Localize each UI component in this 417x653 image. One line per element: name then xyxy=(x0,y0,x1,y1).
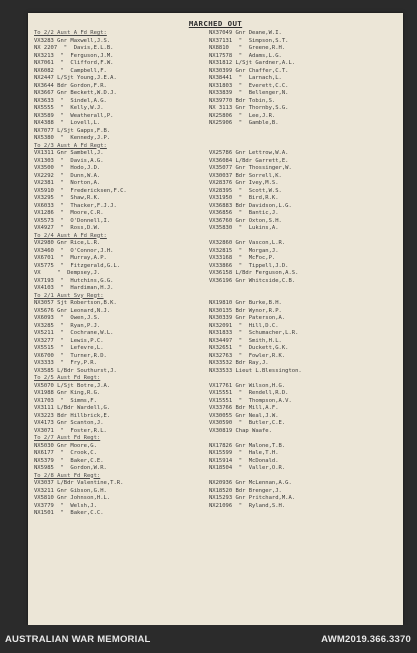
roll-entry: NX5555 " Kelly,W.J. xyxy=(34,105,104,111)
roll-entry: NX5380 " Kennedy,J.P. xyxy=(34,135,111,141)
roll-entry: VX33168 " McFoc,P. xyxy=(209,255,276,261)
unit-heading: To 2/7 Aust Fd Regt: xyxy=(34,435,101,441)
archive-footer xyxy=(0,625,417,653)
roll-entry: VX30037 Bdr Sorrell,K. xyxy=(209,172,282,179)
roll-entry: NX4388 " Lovell,L. xyxy=(34,120,101,126)
roll-entry: NX32763 " Fowler,R.K. xyxy=(209,352,286,359)
roll-entry: NX38441 " Larnach,L. xyxy=(209,75,282,81)
roll-entry: VX36158 L/Bdr Ferguson,A.S. xyxy=(209,270,299,276)
roll-entry: NX5985 " Gordon,W.R. xyxy=(34,465,107,471)
roll-entry: NX6082 " Campbell,F. xyxy=(34,67,107,74)
roll-entry: NX7077 L/Sjt Gapps,F.B. xyxy=(34,127,111,134)
roll-entry: VX " Dempsey,J. xyxy=(34,270,101,276)
roll-entry: VX2381 " Norton,A. xyxy=(34,180,101,186)
roll-entry: VX6700 " Turner,R.D. xyxy=(34,352,107,359)
roll-entry: VX30819 Chap Waafe. xyxy=(209,427,272,434)
roll-entry: VX17761 Gnr Wilson,H.G. xyxy=(209,382,286,389)
roll-entry: NX33839 " Bellenger,N. xyxy=(209,90,289,96)
footer-institution: AUSTRALIAN WAR MEMORIAL xyxy=(5,634,151,645)
unit-heading: To 2/3 Aust A Fd Regt: xyxy=(34,142,107,149)
unit-heading: To 2/2 Aust A Fd Regt: xyxy=(34,30,107,36)
roll-entry: NX 3113 Gnr Thornby,S.G. xyxy=(209,105,289,111)
roll-entry: VX28376 Gnr Ivey,M.S. xyxy=(209,180,279,186)
roll-entry: NX3589 " Weatherall,P. xyxy=(34,112,114,119)
roll-entry: NX33533 Lieut L.Blessington. xyxy=(209,367,302,374)
blank-line xyxy=(209,473,399,481)
blank-line xyxy=(209,128,399,136)
roll-entry: VX15551 " Thompson,A.V. xyxy=(209,397,292,404)
blank-line xyxy=(209,375,399,383)
roll-entry: VX6093 " Owen,J.S. xyxy=(34,315,101,321)
roll-entry: NX32091 " Hill,D.C. xyxy=(209,322,279,329)
roll-entry: NX31812 L/Sjt Gardner,A.L. xyxy=(209,60,296,66)
roll-entry: VX3223 Bdr Hillbrick,E. xyxy=(34,412,111,419)
roll-entry: VX2980 Gnr Rice,L.R. xyxy=(34,240,101,246)
roll-entry: VX6033 " Thacker,F.J.J. xyxy=(34,202,117,209)
roll-entry: NX2447 L/Sjt Young,J.E.A. xyxy=(34,75,117,81)
roll-entry: VX3779 " Welsh,J. xyxy=(34,502,97,509)
roll-entry: VX5515 " Lefevre,L. xyxy=(34,345,104,351)
footer-accession-number: AWM2019.366.3370 xyxy=(321,634,411,645)
roll-entry: VX33766 Bdr Mill,A.F. xyxy=(209,405,279,411)
roll-entry: VX3277 " Lewis,P.C. xyxy=(34,337,104,344)
unit-heading: To 2/4 Aust A Fd Regt: xyxy=(34,232,107,239)
roll-entry: VX4103 " Hardiman,H.J. xyxy=(34,285,114,291)
roll-entry: VX32815 " Morgan,J. xyxy=(209,247,279,254)
roll-entry: VX1988 Gnr King,R.G. xyxy=(34,390,101,396)
roll-entry: NX15599 " Hale,T.H. xyxy=(209,450,279,456)
right-column xyxy=(209,30,399,510)
blank-line xyxy=(209,135,399,143)
roll-entry: VX1286 " Moore,C.R. xyxy=(34,210,104,216)
roll-entry: VX36196 Gnr Whitcside,C.B. xyxy=(209,277,296,284)
roll-entry: VX36856 " Bantic,J. xyxy=(209,210,279,216)
roll-entry: NX3633 " Sindel,A.G. xyxy=(34,97,107,104)
roll-entry: NX3057 Sjt Robertson,B.K. xyxy=(34,300,117,306)
roll-entry: VX36760 Gnr Oxton,S.H. xyxy=(209,217,282,224)
roll-entry: VX7193 " Hutchins,G.G. xyxy=(34,277,114,284)
unit-heading: To 2/5 Aust Fd Regt: xyxy=(34,375,101,381)
roll-entry: VX5211 " Cochrane,W.L. xyxy=(34,330,114,336)
roll-entry: VX31950 " Bird,R.K. xyxy=(209,195,279,201)
roll-entry: NX15293 Gnr Pritchard,M.A. xyxy=(209,495,296,501)
blank-line xyxy=(209,143,399,151)
roll-entry: VX3111 L/Bdr Wardell,G. xyxy=(34,405,111,411)
roll-entry: NX33532 Bdr Ray,J. xyxy=(209,360,269,366)
roll-entry: VX1303 " Davis,A.G. xyxy=(34,157,104,164)
roll-entry: VX3285 " Ryan,P.J. xyxy=(34,322,101,329)
blank-line xyxy=(209,293,399,301)
roll-entry: VX36084 L/Bdr Garrett,E. xyxy=(209,157,289,164)
roll-entry: VX3500 " Hodo,J.D. xyxy=(34,165,101,171)
roll-entry: NX17578 " Adams,L.G. xyxy=(209,52,282,59)
roll-entry: VX3585 L/Bdr Southurst,J. xyxy=(34,367,117,374)
roll-entry: VX3211 Gnr Gibson,G.H. xyxy=(34,487,107,494)
unit-heading: To 2/8 Aust Fd Regt: xyxy=(34,472,101,479)
roll-entry: VX3333 " Fry,P.R. xyxy=(34,360,97,366)
roll-entry: NX3644 Bdr Gordon,F.R. xyxy=(34,82,107,89)
roll-entry: NX1501 " Baker,C.C. xyxy=(34,510,104,516)
roll-entry: VX2292 " Dunn,W.A. xyxy=(34,172,101,179)
roll-entry: VX5810 Gnr Johnson,H.L. xyxy=(34,495,111,501)
roll-entry: VX5573 " O'Donnell,I. xyxy=(34,217,111,224)
roll-entry: VX3283 Gnr Maxwell,J.S. xyxy=(34,37,111,44)
roll-entry: VX5070 L/Sjt Botre,J.A. xyxy=(34,382,111,389)
blank-line xyxy=(209,435,399,443)
blank-line xyxy=(209,285,399,293)
roll-entry: NX 2207 " Davis,E.L.B. xyxy=(34,45,114,51)
roll-entry: NX7061 " Clifford,F.W. xyxy=(34,60,114,66)
roll-entry: NX6177 " Crook,C. xyxy=(34,450,97,456)
roll-entry: NX30339 Gnr Paterson,A. xyxy=(209,315,286,321)
roll-entry: NX20936 Gnr McLennan,A.G. xyxy=(209,480,292,486)
roll-entry: NX18520 Bdr Brenger,J. xyxy=(209,487,282,494)
roll-entry: NX30135 Bdr Wynor,R.P. xyxy=(209,307,282,314)
roll-entry: NX39770 Bdr Tobin,S. xyxy=(209,97,276,104)
roll-entry: NX3667 Gnr Beckett,W.D.J. xyxy=(34,90,117,96)
roll-entry: NX8810 " Greene,R.H. xyxy=(209,45,286,51)
roll-entry: NX32651 " Duckett,G.K. xyxy=(209,345,289,351)
roll-entry: VX25786 Gnr Lettrow,W.A. xyxy=(209,150,289,156)
roll-entry: NX31803 " Everett,C.C. xyxy=(209,82,289,89)
blank-line xyxy=(209,233,399,241)
roll-entry: VX5775 " Fitzgerald,G.L. xyxy=(34,262,121,269)
roll-entry: NX34497 " Smith,H.L. xyxy=(209,337,282,344)
roll-entry: VX1703 " Simms,F. xyxy=(34,397,97,404)
roll-entry: NX15914 " McDonald. xyxy=(209,457,279,464)
roll-entry: VX35077 Gnr Thossinger,W. xyxy=(209,165,292,171)
roll-entry: NX21096 " Ryland,S.H. xyxy=(209,502,286,509)
roll-entry: VX3037 L/Bdr Valentine,T.R. xyxy=(34,480,124,486)
roll-entry: VX30055 Gnr Neal,J.W. xyxy=(209,412,279,419)
roll-entry: VX5676 Gnr Leonard,N.J. xyxy=(34,307,111,314)
document-page xyxy=(28,13,403,625)
roll-entry: VX35830 " Lukins,A. xyxy=(209,225,279,231)
roll-entry: VX28395 " Scott,W.S. xyxy=(209,187,282,194)
roll-entry: NX30399 Gnr Chaffer,C.T. xyxy=(209,67,289,74)
page-title: MARCHED OUT xyxy=(188,19,243,28)
unit-heading: To 2/1 Aust Svy Regt: xyxy=(34,292,104,299)
roll-entry: VX36883 Bdr Davidson,L.G. xyxy=(209,202,292,209)
roll-entry: VX4927 " Ross,D.W. xyxy=(34,225,101,231)
roll-entry: NX19810 Gnr Burke,B.H. xyxy=(209,300,282,306)
roll-entry: NX37131 " Simpson,S.T. xyxy=(209,37,289,44)
roll-entry: VX33866 " Tippell,J.D. xyxy=(209,262,289,269)
roll-entry: NX3213 " Ferguson,J.M. xyxy=(34,52,114,59)
roll-entry: VX30590 " Butler,C.E. xyxy=(209,420,286,426)
roll-entry: NX5379 " Baker,C.E. xyxy=(34,457,104,464)
roll-entry: VX1311 Gnr Sambell,J. xyxy=(34,150,104,156)
left-column xyxy=(34,30,210,518)
roll-entry: VX3460 " O'Connor,J.H. xyxy=(34,247,114,254)
roll-entry: VX32860 Gnr Vascon,L.R. xyxy=(209,240,286,246)
roll-entry: NX25906 " Gamble,B. xyxy=(209,120,279,126)
roll-entry: VX15551 " Rendell,R.D. xyxy=(209,390,289,396)
roll-entry: VX3295 " Shaw,R.K. xyxy=(34,195,101,201)
roll-entry: VX3071 " Foster,R.L. xyxy=(34,427,107,434)
roll-entry: NX17826 Gnr Malone,T.B. xyxy=(209,442,286,449)
roll-entry: NX5030 Gnr Moore,G. xyxy=(34,442,97,449)
roll-entry: VX6701 " Murray,A.P. xyxy=(34,255,107,261)
roll-entry: VX4173 Gnr Scanton,J. xyxy=(34,420,104,426)
roll-entry: NX37049 Gnr Deane,W.I. xyxy=(209,30,282,36)
roll-entry: NX31833 " Schumacher,L.R. xyxy=(209,330,299,336)
roll-entry: VX5910 " Fredericksen,F.C. xyxy=(34,187,127,194)
roll-entry: NX18504 " Valler,O.R. xyxy=(209,465,286,471)
roll-entry: NX25806 " Lee,J.R. xyxy=(209,112,276,119)
